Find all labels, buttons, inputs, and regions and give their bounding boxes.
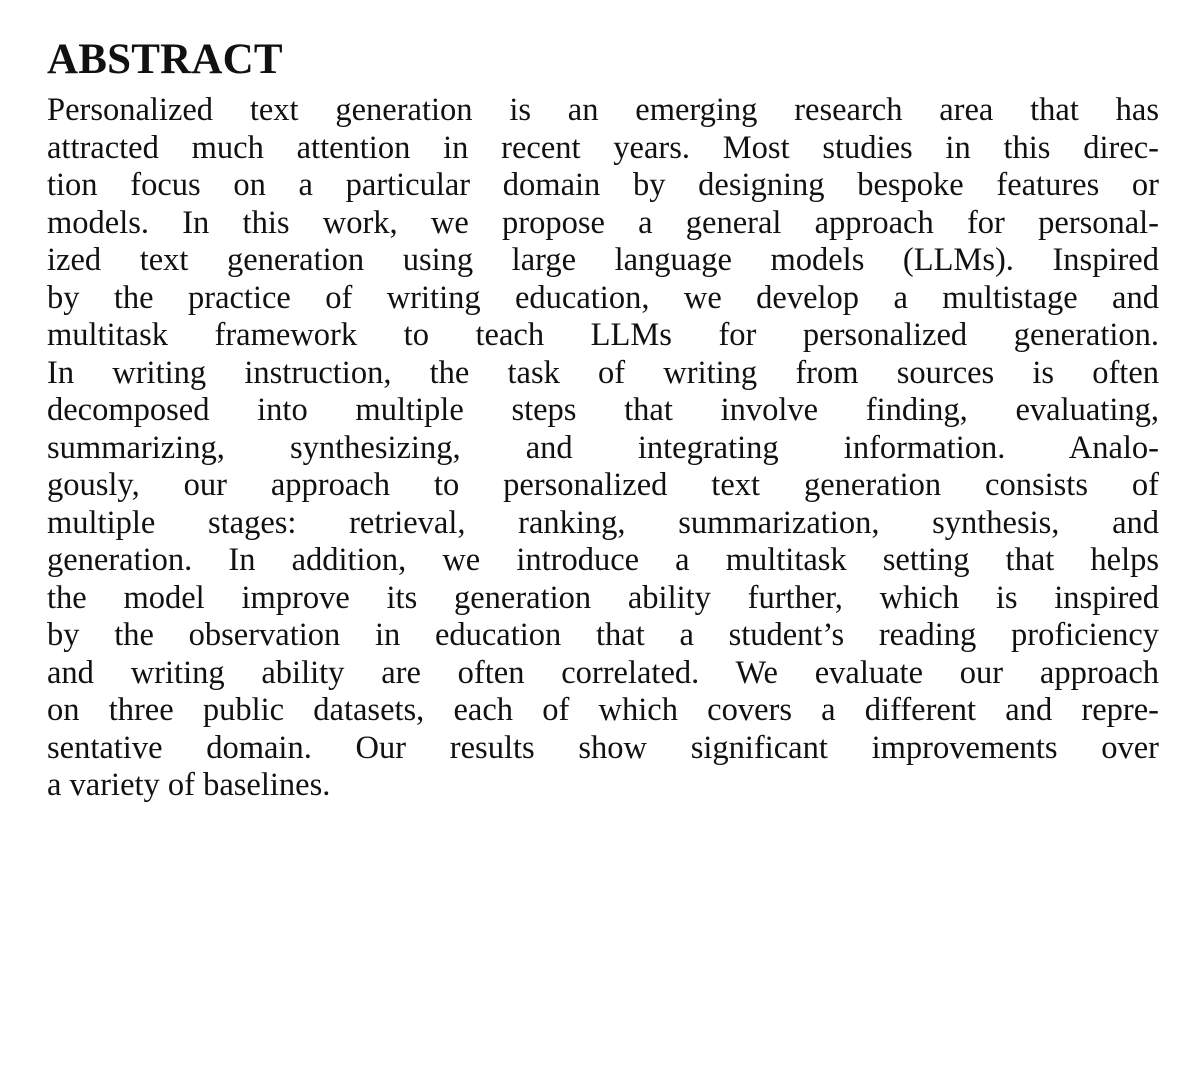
paragraph-line: and writing ability are often correlated. We evaluate our approach [47, 654, 1159, 691]
paragraph-line: In writing instruction, the task of writing from sources is often [47, 354, 1159, 391]
paragraph-line: the model improve its generation ability further, which is inspired [47, 579, 1159, 616]
paragraph-line: gously, our approach to personalized text generation consists of [47, 467, 1159, 503]
paragraph-line: multitask framework to teach LLMs for personalized generation. [47, 317, 1159, 353]
paragraph-line: on three public datasets, each of which covers a different and repre- [47, 692, 1159, 728]
paragraph-line: attracted much attention in recent years. Most studies in this direc- [47, 129, 1159, 166]
paragraph-line: by the observation in education that a student’s reading proficiency [47, 617, 1159, 653]
paragraph-line: generation. In addition, we introduce a multitask setting that helps [47, 542, 1159, 578]
paragraph-line: models. In this work, we propose a general approach for personal- [47, 204, 1159, 241]
paragraph-line: ized text generation using large language models (LLMs). Inspired [47, 242, 1159, 278]
paragraph-line: Personalized text generation is an emerging research area that has [47, 92, 1159, 128]
paragraph-line: by the practice of writing education, we develop a multistage and [47, 279, 1159, 316]
paragraph-line: decomposed into multiple steps that involve finding, evaluating, [47, 392, 1159, 428]
section-heading: ABSTRACT [47, 36, 283, 83]
abstract-paragraph [47, 92, 1159, 805]
paragraph-line: sentative domain. Our results show significant improvements over [47, 729, 1159, 766]
paragraph-line: tion focus on a particular domain by designing bespoke features or [47, 167, 1159, 203]
paragraph-line: a variety of baselines. [47, 767, 331, 803]
paragraph-line: multiple stages: retrieval, ranking, summarization, synthesis, and [47, 504, 1159, 541]
paragraph-line: summarizing, synthesizing, and integrating information. Analo- [47, 429, 1159, 466]
abstract-section [47, 30, 1159, 805]
